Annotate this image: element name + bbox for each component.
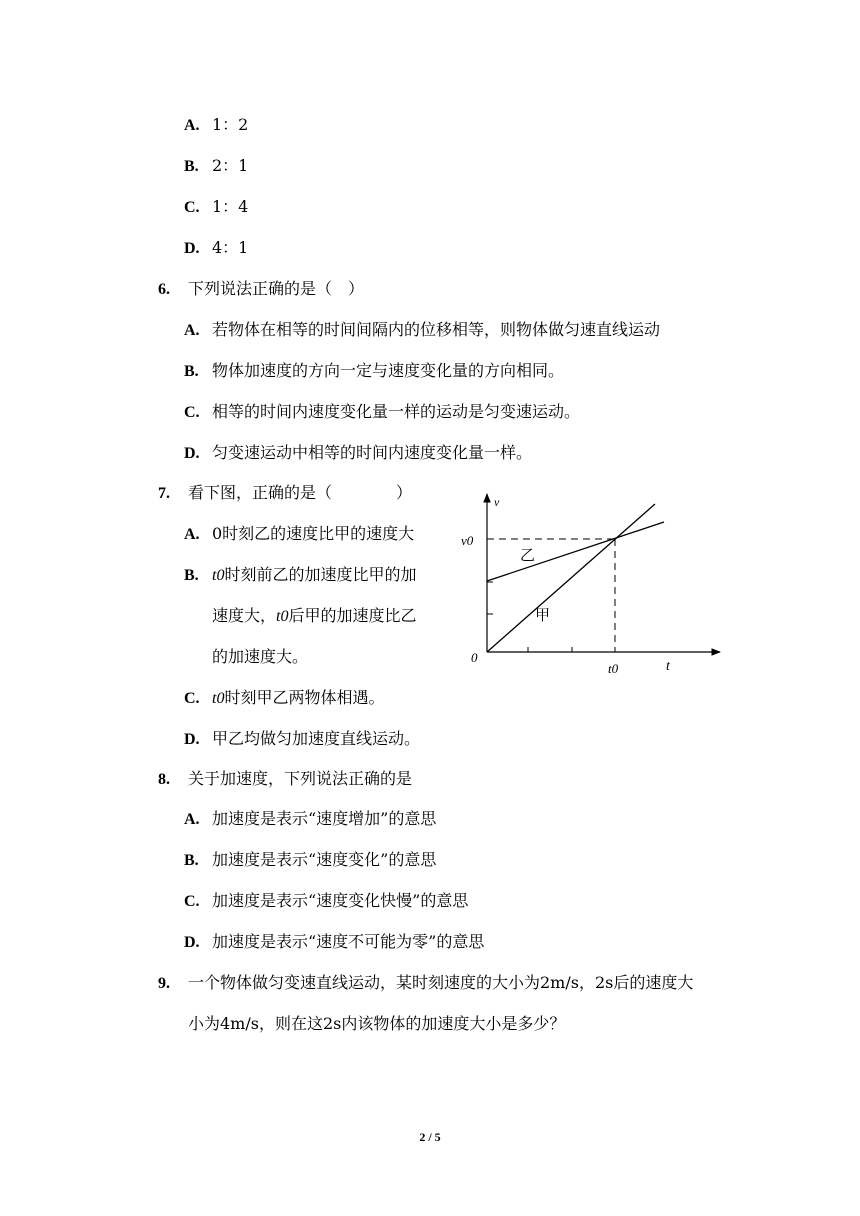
x-axis-label: t [666,659,670,674]
q6-stem: 6. 下列说法正确的是（ ） [158,279,365,298]
page-number: 2 / 5 [419,1130,441,1144]
t0-symbol: t0 [212,690,225,707]
q7-option-c: C. t0时刻甲乙两物体相遇。 [184,688,385,707]
series-yi-label: 乙 [520,548,536,564]
q8-option-d: D. 加速度是表示“速度不可能为零”的意思 [184,932,485,951]
q7-option-b-line1: B. t0时刻前乙的加速度比甲的加 [184,565,417,584]
q7-option-b-line3: 的加速度大。 [212,647,309,666]
velocity-time-graph [455,490,735,685]
q8-option-a: A. 加速度是表示“速度增加”的意思 [184,809,437,828]
v0-label: v0 [461,533,474,548]
q7-option-a: A. 0时刻乙的速度比甲的速度大 [184,524,415,543]
t0-symbol: t0 [212,567,225,584]
q7-option-d: D. 甲乙均做匀加速度直线运动。 [184,729,421,748]
y-axis-label: v [494,495,500,509]
q5-option-c: C. 1：4 [184,197,249,216]
q6-option-a: A. 若物体在相等的时间间隔内的位移相等，则物体做匀速直线运动 [184,320,661,339]
t0-label: t0 [608,661,619,676]
q6-option-d: D. 匀变速运动中相等的时间内速度变化量一样。 [184,443,533,462]
q5-option-d: D. 4：1 [184,238,249,257]
q6-option-b: B. 物体加速度的方向一定与速度变化量的方向相同。 [184,361,565,380]
q7-stem: 7. 看下图，正确的是（ ） [158,483,413,502]
origin-label: 0 [471,650,478,665]
t0-symbol: t0 [276,608,289,625]
q8-stem: 8. 关于加速度，下列说法正确的是 [158,769,413,788]
q8-option-c: C. 加速度是表示“速度变化快慢”的意思 [184,891,469,910]
q8-option-b: B. 加速度是表示“速度变化”的意思 [184,850,437,869]
q9-stem-line1: 9. 一个物体做匀变速直线运动，某时刻速度的大小为2m/s，2s后的速度大 [158,973,694,992]
q5-option-b: B. 2：1 [184,156,249,175]
line-jia [487,504,655,652]
line-yi [487,522,664,581]
q9-stem-line2: 小为4m/s，则在这2s内该物体的加速度大小是多少？ [188,1014,566,1033]
q7-option-b-line2: 速度大，t0后甲的加速度比乙 [212,606,417,625]
series-jia-label: 甲 [535,608,551,624]
q6-option-c: C. 相等的时间内速度变化量一样的运动是匀变速运动。 [184,402,581,421]
q5-option-a: A. 1：2 [184,115,249,134]
